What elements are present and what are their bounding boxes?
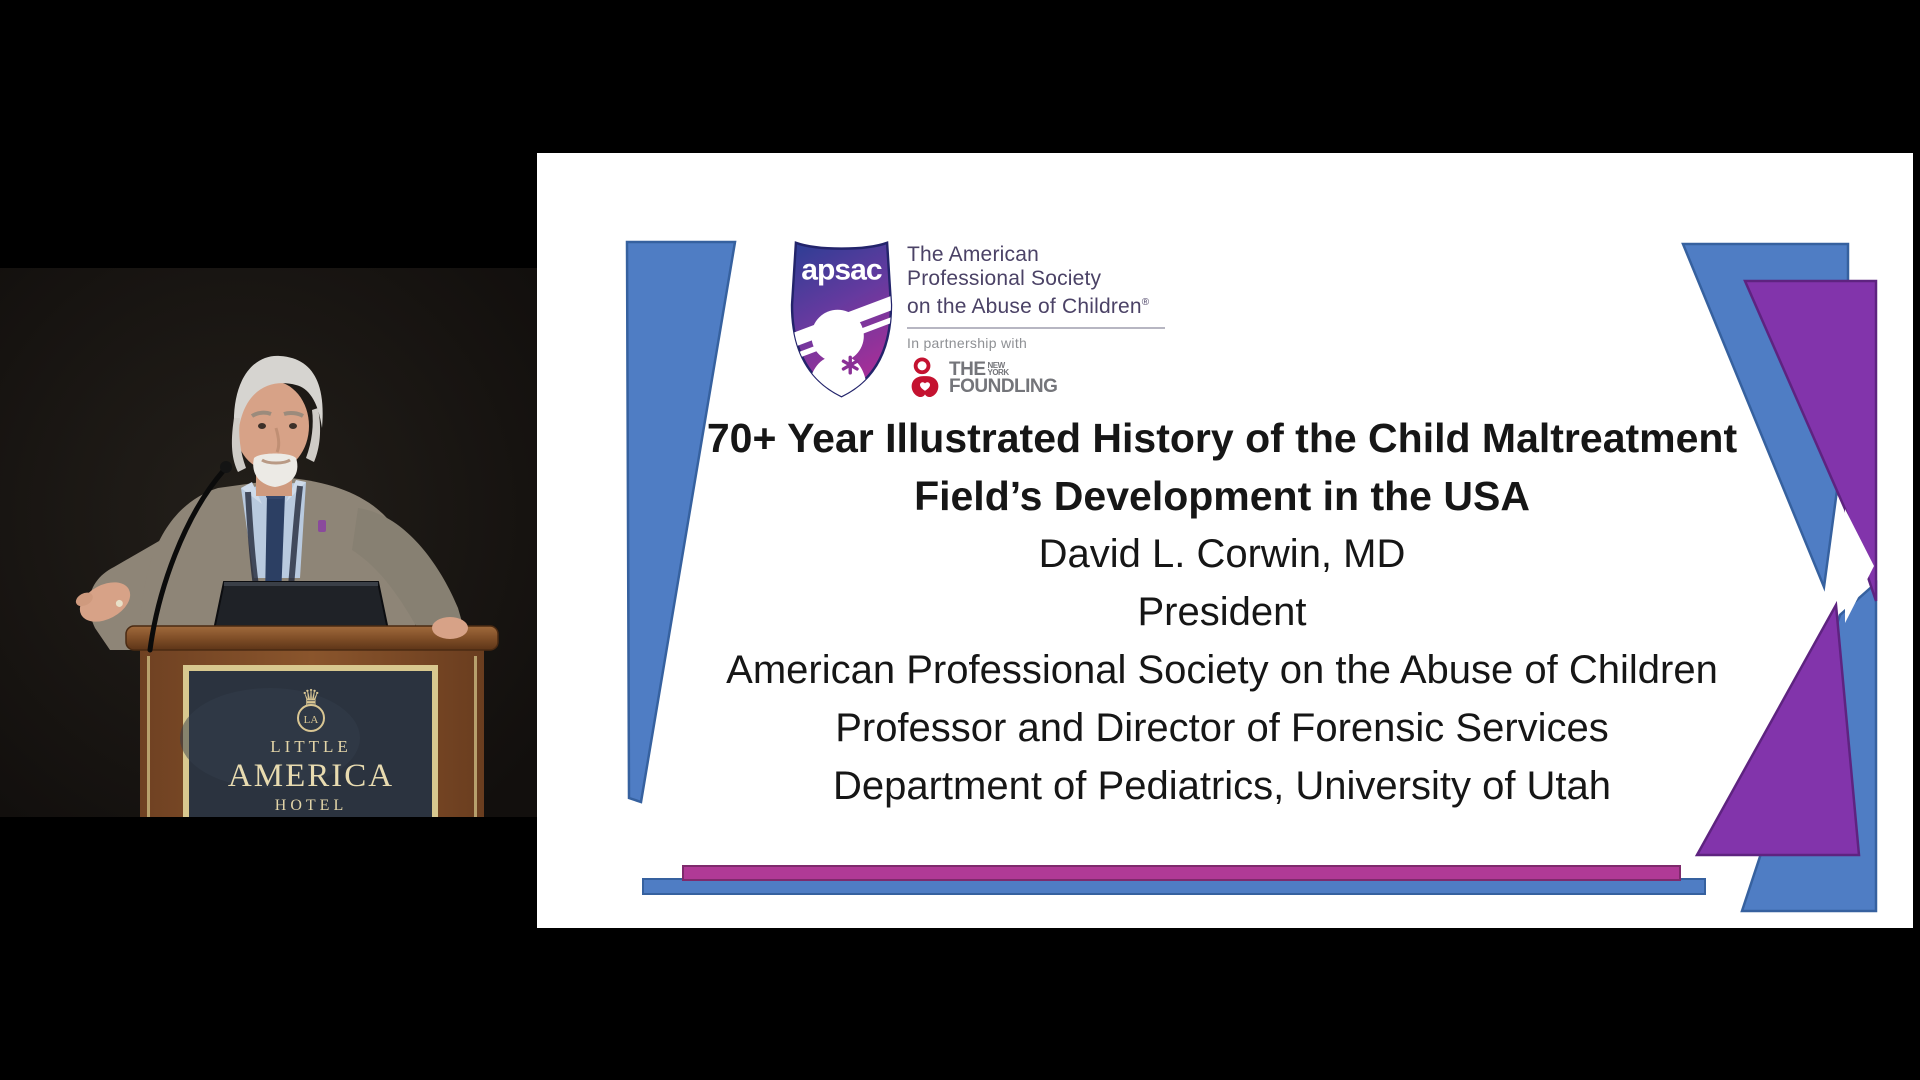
apsac-wordmark: apsac	[801, 253, 882, 287]
presenter-role: President	[1137, 590, 1307, 634]
logo-divider	[907, 327, 1165, 329]
crown-icon: ♛	[301, 685, 321, 710]
foundling-logo	[907, 357, 1207, 401]
speaker-video	[0, 268, 537, 817]
org-name-line1: The American	[907, 243, 1039, 266]
presenter-org: American Professional Society on the Abuse of Children	[726, 648, 1718, 692]
partnership-label: In partnership with	[907, 335, 1028, 351]
lapel-pin	[318, 520, 326, 532]
bottom-bar-magenta	[683, 866, 1680, 880]
slide-text-block	[647, 409, 1797, 815]
org-name-line2: Professional Society	[907, 267, 1102, 290]
presentation-slide	[537, 153, 1913, 928]
apsac-shield-icon	[788, 237, 895, 400]
speaker-illustration	[0, 268, 537, 817]
plaque-monogram: LA	[303, 714, 319, 726]
apsac-logo	[788, 237, 1207, 401]
foundling-name: FOUNDLING	[949, 376, 1058, 397]
foundling-the: THE	[949, 359, 986, 380]
plaque-line3: HOTEL	[274, 797, 348, 814]
org-name-line3: on the Abuse of Children®	[907, 295, 1150, 318]
slide-title-line1: 70+ Year Illustrated History of the Child Maltreatment	[706, 415, 1738, 461]
registered-mark: ®	[1141, 297, 1150, 308]
plaque-line1: LITTLE	[270, 737, 352, 756]
foundling-york: YORK	[987, 368, 1009, 377]
plaque-line2: AMERICA	[227, 758, 395, 794]
bottom-bar-blue	[643, 879, 1705, 894]
presenter-name: David L. Corwin, MD	[1038, 532, 1406, 576]
foundling-icon	[907, 357, 943, 401]
slide-title-line2: Field’s Development in the USA	[914, 473, 1530, 519]
presenter-dept: Department of Pediatrics, University of Utah	[832, 764, 1612, 808]
podium	[126, 626, 498, 817]
left-hand	[432, 617, 468, 639]
laptop	[214, 582, 388, 630]
foundling-new: NEW	[987, 361, 1005, 370]
presenter-title2: Professor and Director of Forensic Services	[835, 706, 1609, 750]
